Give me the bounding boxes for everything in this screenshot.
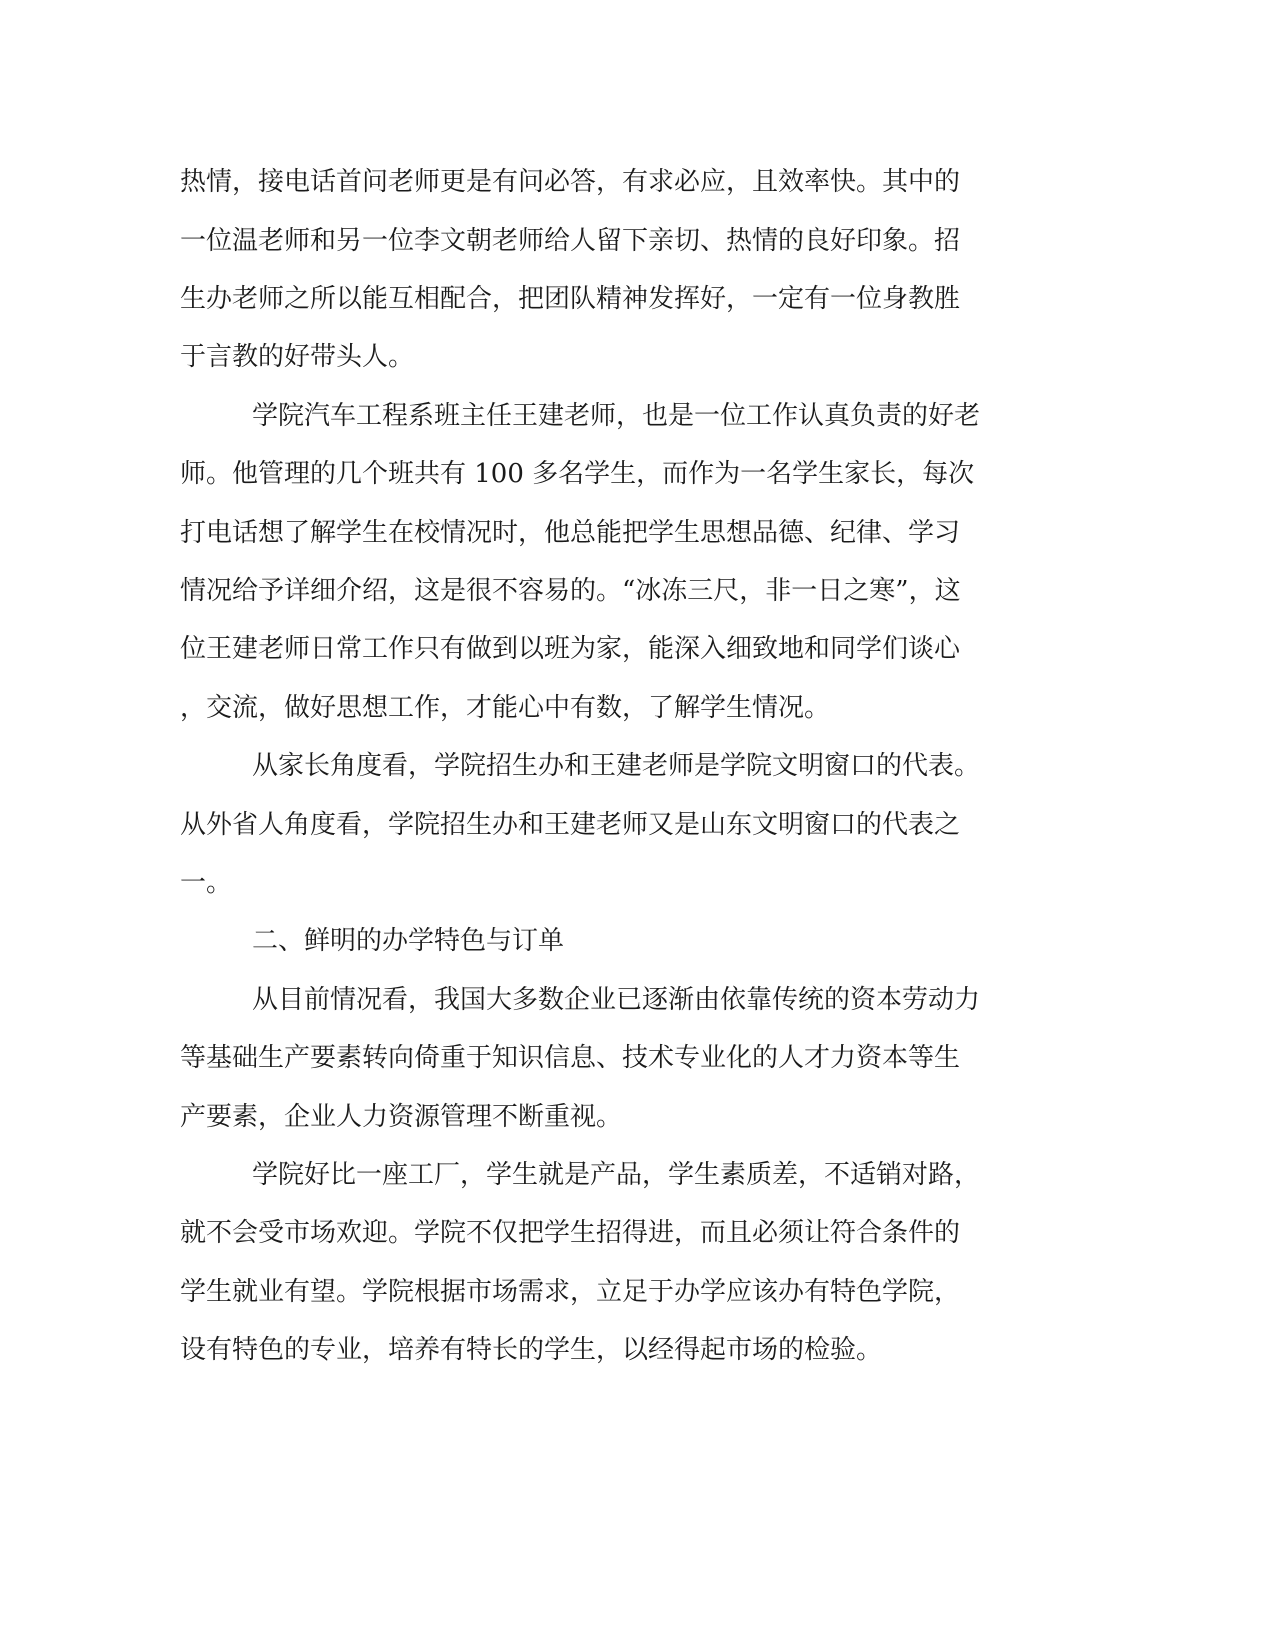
text-line: 师。他管理的几个班共有 100 多名学生，而作为一名学生家长，每次 bbox=[180, 459, 975, 489]
text-line: 学院好比一座工厂，学生就是产品，学生素质差，不适销对路， bbox=[252, 1160, 981, 1190]
text-line: 学院汽车工程系班主任王建老师，也是一位工作认真负责的好老 bbox=[252, 401, 981, 431]
text-line: 就不会受市场欢迎。学院不仅把学生招得进，而且必须让符合条件的 bbox=[180, 1218, 961, 1248]
text-line: 设有特色的专业，培养有特长的学生，以经得起市场的检验。 bbox=[180, 1335, 883, 1365]
text-line: 从家长角度看，学院招生办和王建老师是学院文明窗口的代表。 bbox=[252, 751, 981, 781]
text-line: 一位温老师和另一位李文朝老师给人留下亲切、热情的良好印象。招 bbox=[180, 226, 961, 256]
text-line: 热情，接电话首问老师更是有问必答，有求必应，且效率快。其中的 bbox=[180, 167, 961, 197]
text-line: 学生就业有望。学院根据市场需求，立足于办学应该办有特色学院， bbox=[180, 1277, 961, 1307]
text-line: 等基础生产要素转向倚重于知识信息、技术专业化的人才力资本等生 bbox=[180, 1043, 961, 1073]
text-line: 一。 bbox=[180, 868, 233, 898]
text-line: 于言教的好带头人。 bbox=[180, 342, 415, 372]
text-line: 产要素，企业人力资源管理不断重视。 bbox=[180, 1102, 623, 1132]
text-line: 位王建老师日常工作只有做到以班为家，能深入细致地和同学们谈心 bbox=[180, 634, 961, 664]
text-line: 从目前情况看，我国大多数企业已逐渐由依靠传统的资本劳动力 bbox=[252, 985, 981, 1015]
text-line: 生办老师之所以能互相配合，把团队精神发挥好，一定有一位身教胜 bbox=[180, 284, 961, 314]
text-line: 从外省人角度看，学院招生办和王建老师又是山东文明窗口的代表之 bbox=[180, 810, 961, 840]
section-heading: 二、鲜明的办学特色与订单 bbox=[252, 926, 565, 956]
text-line: ，交流，做好思想工作，才能心中有数，了解学生情况。 bbox=[180, 693, 831, 723]
text-line: 打电话想了解学生在校情况时，他总能把学生思想品德、纪律、学习 bbox=[180, 518, 961, 548]
text-line: 情况给予详细介绍，这是很不容易的。“冰冻三尺，非一日之寒”，这 bbox=[180, 576, 961, 606]
